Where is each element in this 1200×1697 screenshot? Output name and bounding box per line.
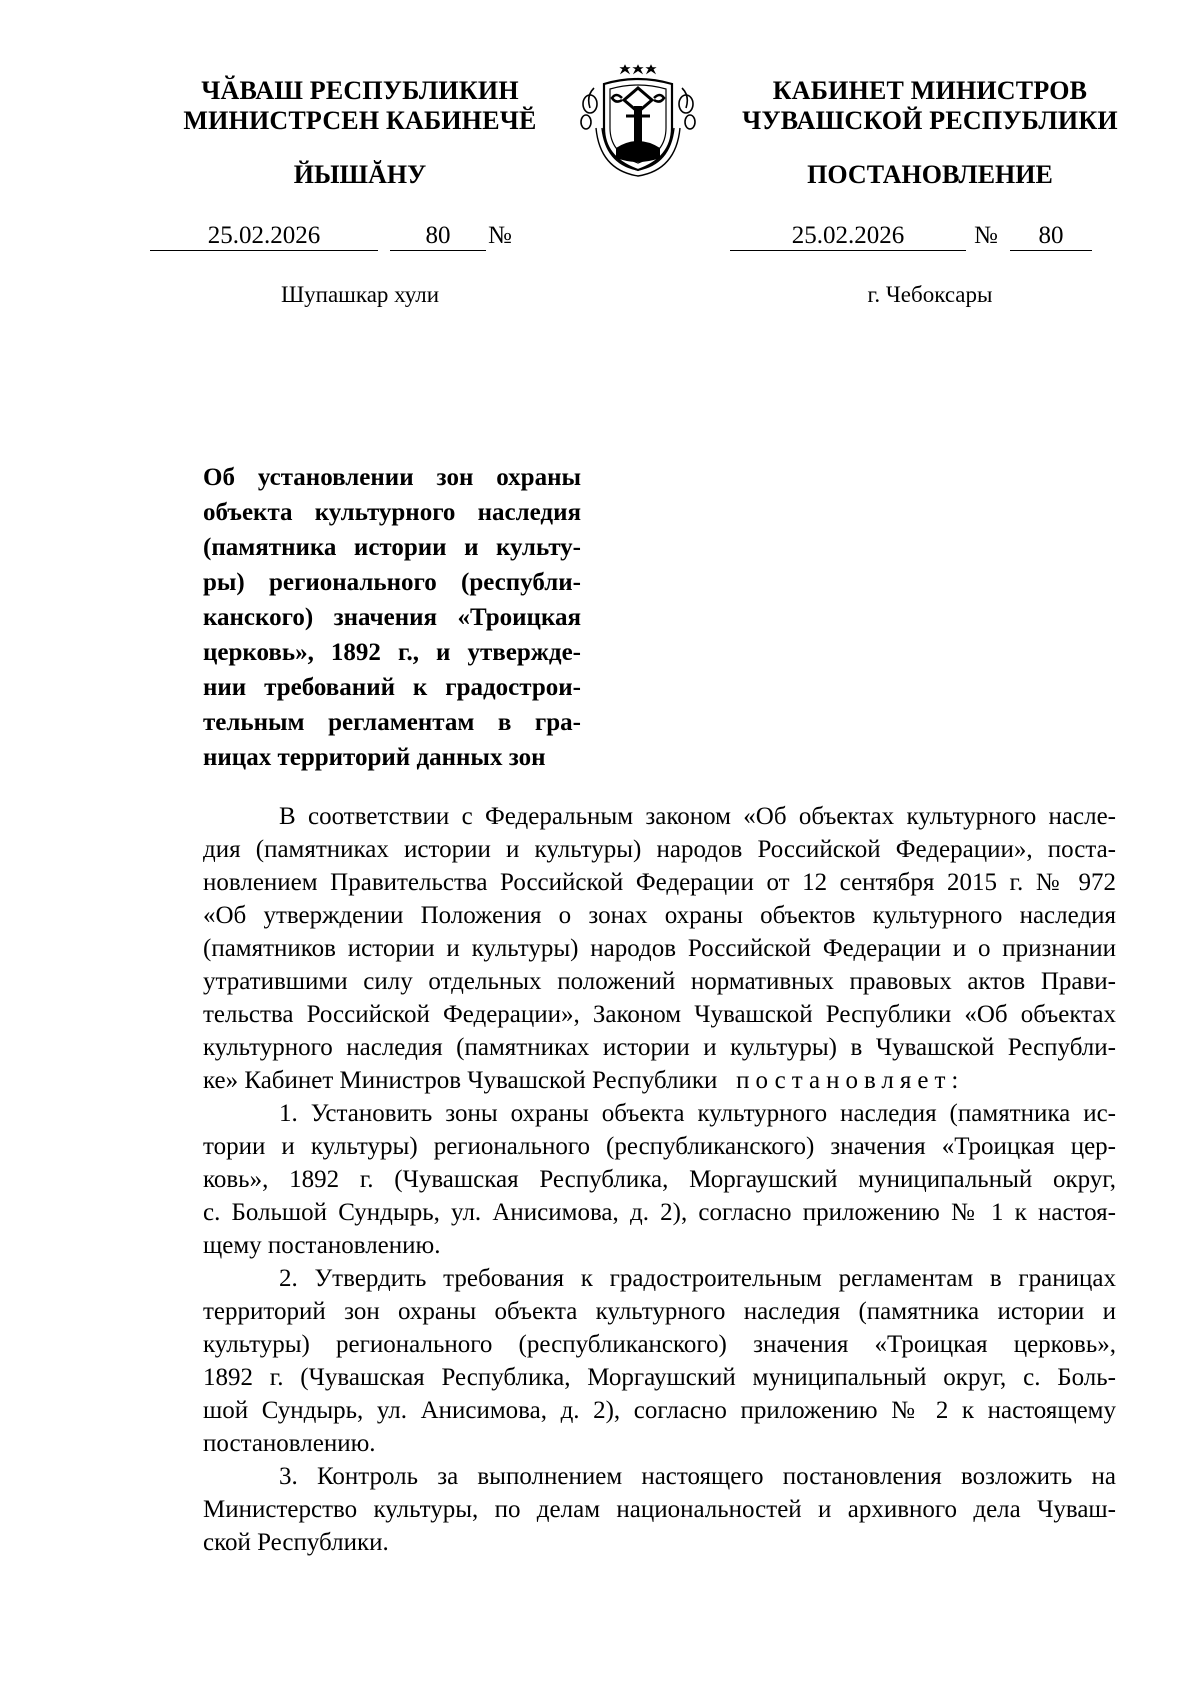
preamble-line: (памятников истории и культуры) народов Российской Федерации и о признании <box>203 935 1116 962</box>
title-line: ницах территорий данных зон <box>203 744 546 771</box>
doc-type-left: ЙЫШĂНУ <box>293 160 427 189</box>
preamble-last-text: ке» Кабинет Министров Чувашской Республики <box>203 1067 718 1094</box>
document-title <box>203 460 581 775</box>
number-line-right <box>730 222 1130 252</box>
title-line: Об установлении зон охраны <box>203 464 581 491</box>
item-1-line: тории и культуры) регионального (республиканского) значения «Троицкая цер- <box>203 1133 1116 1160</box>
header-left-line1: ЧӐВАШ РЕСПУБЛИКИН <box>201 76 519 105</box>
preamble-line: культурного наследия (памятниках истории и культуры) в Чувашской Республи- <box>203 1034 1116 1061</box>
header-left-issuer <box>150 76 570 136</box>
preamble-line: утратившими силу отдельных положений нормативных правовых актов Прави- <box>203 968 1116 995</box>
number-right: 80 <box>1010 222 1092 251</box>
item-2-line: 1892 г. (Чувашская Республика, Моргаушский муниципальный округ, с. Боль- <box>203 1364 1116 1391</box>
item-3-line: 3. Контроль за выполнением настоящего постановления возложить на <box>279 1463 1116 1490</box>
preamble-line: «Об утверждении Положения о зонах охраны объектов культурного наследия <box>203 902 1116 929</box>
preamble-line: новлением Правительства Российской Федерации от 12 сентября 2015 г. № 972 <box>203 869 1116 896</box>
preamble-line: В соответствии с Федеральным законом «Об объектах культурного насле- <box>279 803 1116 830</box>
coat-of-arms-emblem <box>566 58 710 178</box>
decrees-word: постановляет: <box>736 1067 965 1094</box>
item-2-line: территорий зон охраны объекта культурного наследия (памятника истории и <box>203 1298 1116 1325</box>
item-2-line: 2. Утвердить требования к градостроительным регламентам в границах <box>279 1265 1116 1292</box>
title-line: канского) значения «Троицкая <box>203 604 581 631</box>
title-line: (памятника истории и культу- <box>203 534 581 561</box>
title-line: нии требований к градострои- <box>203 674 581 701</box>
item-3-line: ской Республики. <box>203 1529 389 1556</box>
item-1-line: ковь», 1892 г. (Чувашская Республика, Моргаушский муниципальный округ, <box>203 1166 1116 1193</box>
header-right-issuer <box>730 76 1130 136</box>
item-1-paragraph <box>203 1097 1116 1262</box>
number-line-left <box>150 222 570 252</box>
date-left: 25.02.2026 <box>150 222 378 251</box>
item-3-line: Министерство культуры, по делам национальностей и архивного дела Чуваш- <box>203 1496 1116 1523</box>
item-2-paragraph <box>203 1262 1116 1460</box>
item-1-line: щему постановлению. <box>203 1232 441 1259</box>
preamble-line: дия (памятниках истории и культуры) народов Российской Федерации», поста- <box>203 836 1116 863</box>
item-2-line: шой Сундырь, ул. Анисимова, д. 2), согласно приложению № 2 к настоящему <box>203 1397 1116 1424</box>
header-left-line2: МИНИСТРСЕН КАБИНЕЧӖ <box>183 106 537 135</box>
doc-type-right: ПОСТАНОВЛЕНИЕ <box>807 160 1053 189</box>
number-sign-right: № <box>974 222 998 249</box>
document-body <box>203 800 1116 1559</box>
number-left: 80 <box>390 222 486 251</box>
title-line: тельным регламентам в гра- <box>203 709 581 736</box>
header-right-line1: КАБИНЕТ МИНИСТРОВ <box>772 76 1088 105</box>
item-1-line: с. Большой Сундырь, ул. Анисимова, д. 2), согласно приложению № 1 к настоя- <box>203 1199 1116 1226</box>
city-right: г. Чебоксары <box>867 282 993 307</box>
number-sign-left: № <box>488 222 512 249</box>
title-line: церковь», 1892 г., и утвержде- <box>203 639 581 666</box>
header-right-line2: ЧУВАШСКОЙ РЕСПУБЛИКИ <box>742 106 1118 135</box>
preamble-paragraph <box>203 800 1116 1064</box>
date-right: 25.02.2026 <box>730 222 966 251</box>
city-left: Шупашкар хули <box>280 282 440 307</box>
preamble-line: тельства Российской Федерации», Законом Чувашской Республики «Об объектах <box>203 1001 1116 1028</box>
item-2-line: культуры) регионального (республиканского) значения «Троицкая церковь», <box>203 1331 1116 1358</box>
item-3-paragraph <box>203 1460 1116 1559</box>
item-1-line: 1. Установить зоны охраны объекта культурного наследия (памятника ис- <box>279 1100 1116 1127</box>
preamble-last-line <box>203 1064 1116 1097</box>
item-2-line: постановлению. <box>203 1430 376 1457</box>
title-line: ры) регионального (республи- <box>203 569 581 596</box>
title-line: объекта культурного наследия <box>203 499 581 526</box>
